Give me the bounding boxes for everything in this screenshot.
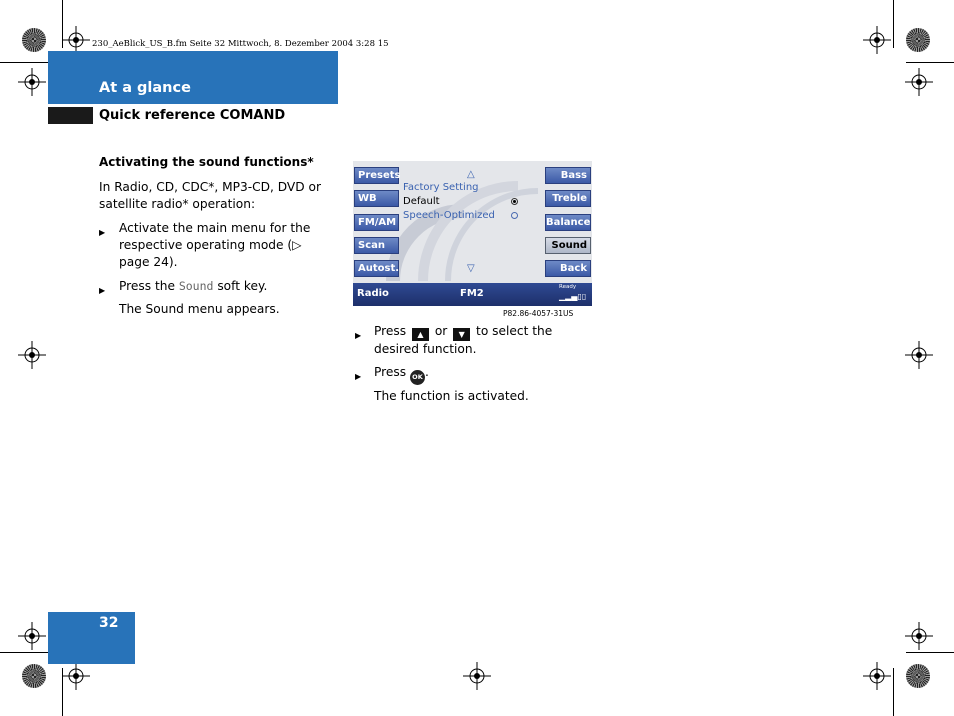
step-text: Activate the main menu for the respective operating mode (▷ page 24). [119, 221, 311, 269]
step-item [99, 220, 329, 271]
step-text-post: soft key. [213, 279, 268, 293]
crop-mark [893, 668, 894, 716]
step-item [355, 364, 595, 385]
color-registration-disc [22, 28, 46, 52]
softkey-bass[interactable]: Bass [545, 167, 591, 184]
softkey-presets[interactable]: Presets [354, 167, 399, 184]
step-text [119, 278, 324, 295]
signal-strength-icon: ▁▂▄▯▯ [559, 292, 587, 301]
status-band: FM2 [460, 288, 484, 299]
crop-mark [906, 652, 954, 653]
status-bar [353, 283, 592, 306]
comand-screen [353, 161, 592, 306]
step-text-or: or [434, 324, 448, 338]
softkey-back[interactable]: Back [545, 260, 591, 277]
page-number-box [48, 612, 135, 664]
softkey-scan[interactable]: Scan [354, 237, 399, 254]
softkey-fm-am[interactable]: FM/AM [354, 214, 399, 231]
registration-crosshair-icon [905, 622, 933, 650]
registration-crosshair-icon [905, 341, 933, 369]
ok-button-icon: OK [410, 370, 425, 385]
status-ready: Ready [559, 284, 577, 290]
step-text-pre: Press the [119, 279, 179, 293]
color-registration-disc [906, 664, 930, 688]
crop-mark [893, 0, 894, 48]
section-title: At a glance [99, 80, 191, 96]
registration-crosshair-icon [463, 662, 491, 690]
registration-crosshair-icon [905, 68, 933, 96]
softkey-wb[interactable]: WB [354, 190, 399, 207]
step-text: Press OK . [374, 364, 599, 385]
menu-option-speech[interactable]: Speech-Optimized [403, 210, 495, 221]
subsection-title: Quick reference COMAND [99, 108, 286, 123]
intro-text: In Radio, CD, CDC*, MP3-CD, DVD or satellite radio* operation: [99, 180, 321, 211]
step-item [99, 278, 329, 295]
radio-unselected-icon[interactable] [511, 212, 518, 219]
menu-option-default[interactable]: Default [403, 196, 440, 207]
step-text [374, 323, 599, 358]
step-item [355, 323, 600, 358]
subsection-marker [48, 107, 93, 124]
registration-crosshair-icon [62, 26, 90, 54]
softkey-autost[interactable]: Autost. [354, 260, 399, 277]
crop-mark [0, 652, 48, 653]
menu-heading: Factory Setting [403, 182, 479, 193]
step-text-post: to select the desired function. [374, 324, 553, 356]
page-number: 32 [99, 615, 119, 631]
status-mode: Radio [357, 288, 389, 299]
registration-crosshair-icon [863, 26, 891, 54]
softkey-treble[interactable]: Treble [545, 190, 591, 207]
bullet-arrow-icon: ▶ [99, 228, 106, 237]
scroll-down-icon: ▽ [467, 263, 475, 274]
registration-crosshair-icon [18, 622, 46, 650]
radio-selected-icon[interactable] [511, 198, 518, 205]
scroll-up-icon: △ [467, 169, 475, 180]
registration-crosshair-icon [18, 68, 46, 96]
section-tab [48, 51, 338, 104]
result-note: The Sound menu appears. [119, 302, 280, 316]
step-text-pre: Press [374, 324, 407, 338]
file-info: 230_AeBlick_US_B.fm Seite 32 Mittwoch, 8. Dezember 2004 3:28 15 [92, 39, 389, 49]
up-key-icon: ▲ [412, 328, 429, 341]
softkey-label: Sound [178, 279, 214, 293]
softkey-sound[interactable]: Sound [545, 237, 591, 254]
crop-mark [0, 62, 48, 63]
crop-mark [906, 62, 954, 63]
registration-crosshair-icon [18, 341, 46, 369]
procedure-heading: Activating the sound functions* [99, 155, 314, 169]
figure-reference: P82.86-4057-31US [503, 309, 574, 318]
down-key-icon: ▼ [453, 328, 470, 341]
color-registration-disc [906, 28, 930, 52]
registration-crosshair-icon [62, 662, 90, 690]
softkey-balance[interactable]: Balance [545, 214, 591, 231]
step-text-pre: Press [374, 365, 407, 379]
bullet-arrow-icon: ▶ [355, 331, 362, 340]
color-registration-disc [22, 664, 46, 688]
result-note: The function is activated. [374, 389, 529, 403]
registration-crosshair-icon [863, 662, 891, 690]
bullet-arrow-icon: ▶ [355, 372, 362, 381]
bullet-arrow-icon: ▶ [99, 286, 106, 295]
